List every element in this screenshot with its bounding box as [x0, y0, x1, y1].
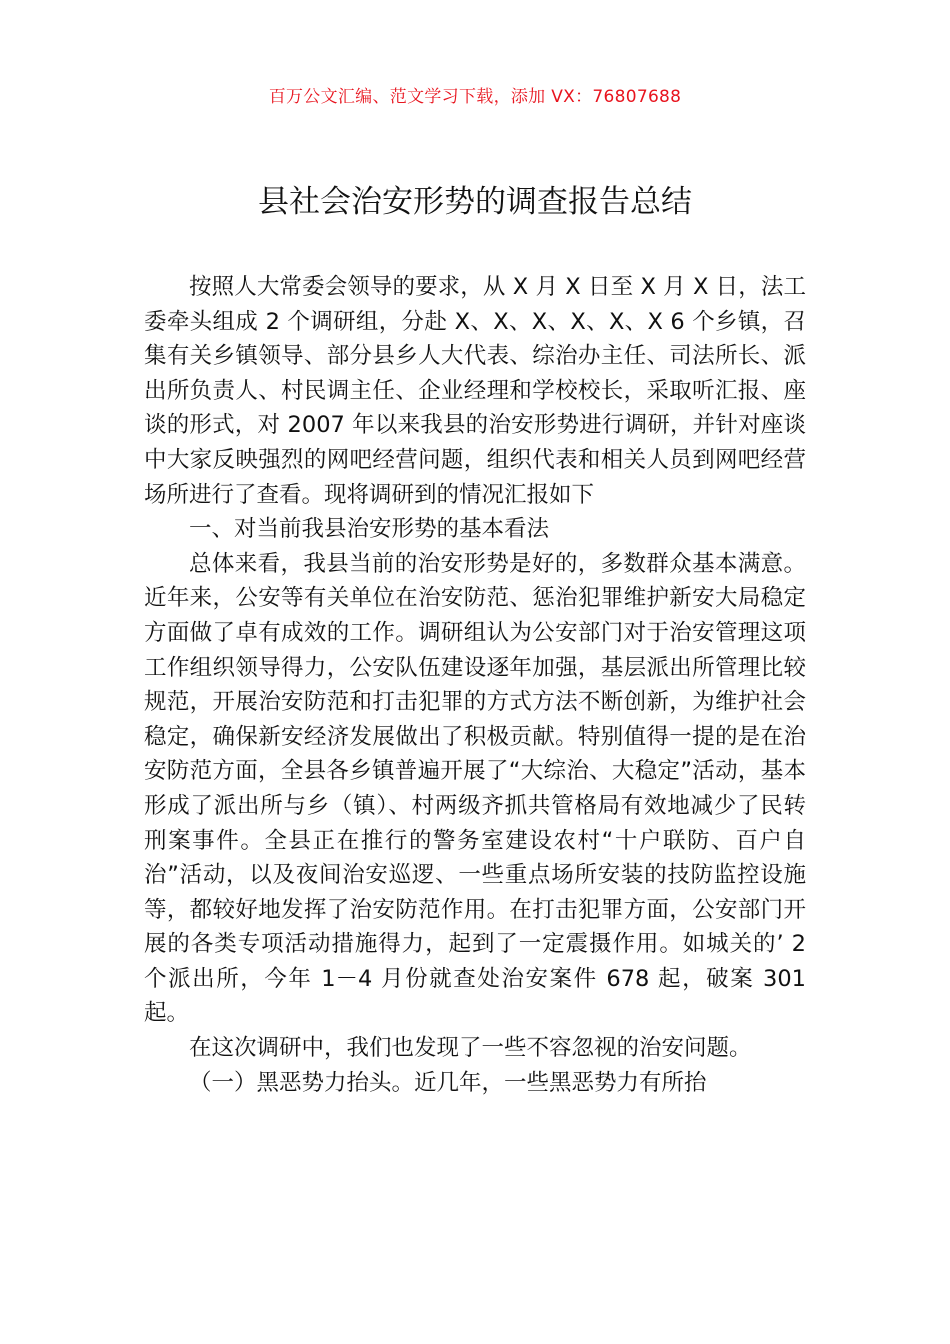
issues-intro-paragraph: 在这次调研中，我们也发现了一些不容忽视的治安问题。	[189, 1035, 752, 1062]
document-body	[144, 270, 806, 1100]
document-title: 县社会治安形势的调查报告总结	[258, 184, 692, 220]
promo-banner: 百万公文汇编、范文学习下载，添加 VX：76807688	[268, 87, 682, 107]
section-heading-1: 一、对当前我县治安形势的基本看法	[189, 516, 550, 543]
subsection-heading-1: （一）黑恶势力抬头。近几年，一些黑恶势力有所抬	[189, 1069, 707, 1096]
intro-paragraph: 按照人大常委会领导的要求，从 X 月 X 日至 X 月 X 日，法工委牵头组成 2 个调研组，分赴 X、X、X、X、X、X 6 个乡镇，召集有关乡镇领导、部分县乡人大代表、综治办主任、司法所长、派出所负责人、村民调主任、企业经理和学校校长，采取听汇报、座谈的形式，对 2007 年以来我县的治安形势进行调研，并针对座谈中大家反映强烈的网吧经营问题，组织代表和相关人员到网吧经营场所进行了查看。现将调研到的情况汇报如下	[144, 274, 806, 508]
overview-paragraph: 总体来看，我县当前的治安形势是好的，多数群众基本满意。近年来，公安等有关单位在治安防范、惩治犯罪维护新安大局稳定方面做了卓有成效的工作。调研组认为公安部门对于治安管理这项工作组织领导得力，公安队伍建设逐年加强，基层派出所管理比较规范，开展治安防范和打击犯罪的方式方法不断创新，为维护社会稳定，确保新安经济发展做出了积极贡献。特别值得一提的是在治安防范方面，全县各乡镇普遍开展了“大综治、大稳定”活动，基本形成了派出所与乡（镇）、村两级齐抓共管格局有效地减少了民转刑案事件。全县正在推行的警务室建设农村“十户联防、百户自治”活动，以及夜间治安巡逻、一些重点场所安装的技防监控设施等，都较好地发挥了治安防范作用。在打击犯罪方面，公安部门开展的各类专项活动措施得力，起到了一定震摄作用。如城关的’ 2 个派出所，今年 1－4 月份就查处治安案件 678 起，破案 301 起。	[144, 550, 806, 1027]
